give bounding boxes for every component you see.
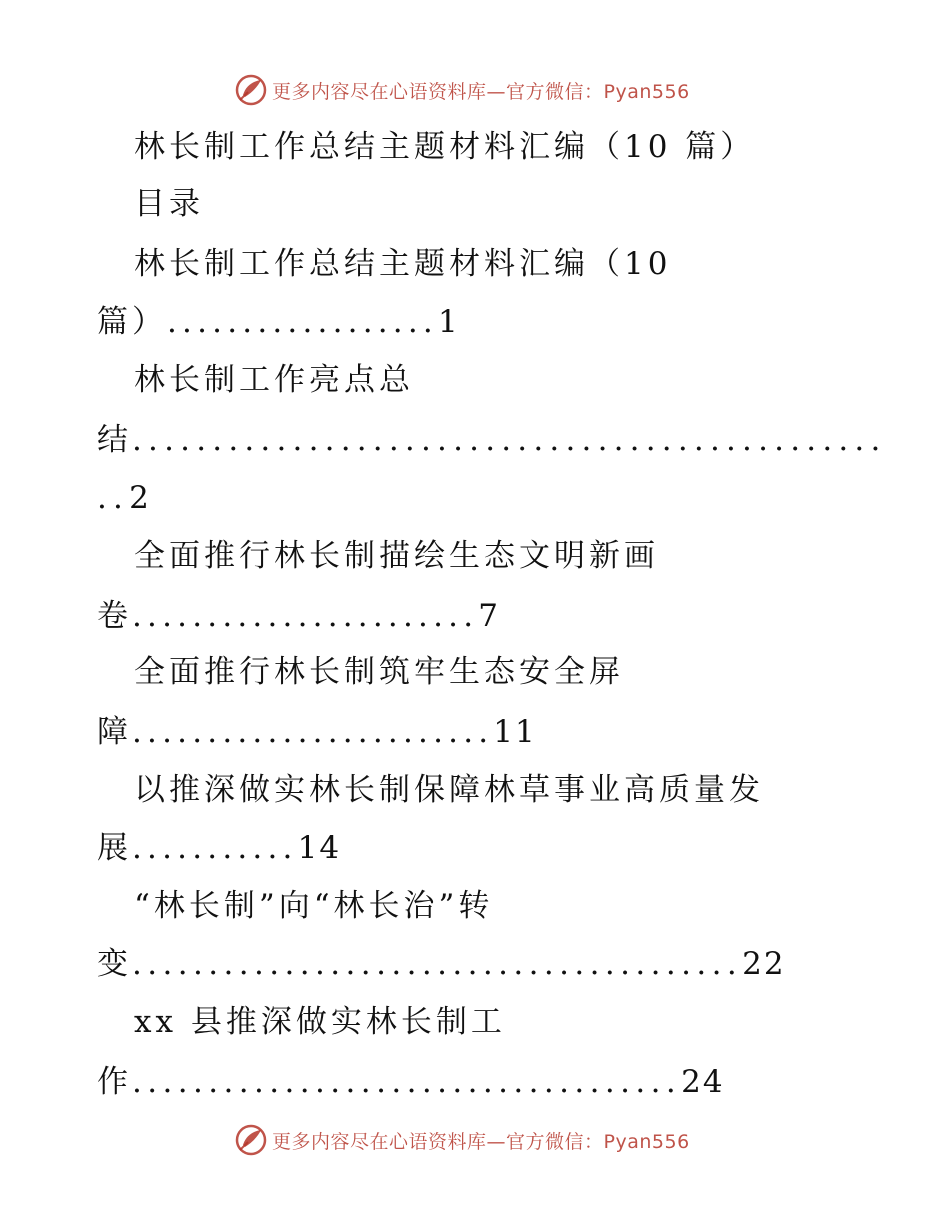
toc-entry-continuation: 篇）	[97, 304, 167, 340]
toc-entry-continuation: 作	[97, 1064, 132, 1100]
toc-dot-leader: ........................................	[132, 946, 743, 982]
toc-page-number: 22	[742, 946, 786, 982]
toc-entry-continuation: 结	[97, 422, 132, 458]
toc-entry-title: 林长制工作亮点总	[134, 362, 414, 398]
toc-entry-title: 以推深做实林长制保障林草事业高质量发	[134, 772, 764, 808]
toc-dot-leader: ..	[97, 480, 130, 516]
toc-entry-title: 全面推行林长制描绘生态文明新画	[134, 538, 659, 574]
toc-entry-continuation: 障	[97, 714, 132, 750]
toc-dot-leader: ..................	[167, 304, 438, 340]
toc-page-number: 2	[129, 480, 151, 516]
toc-entry-leader-wrap	[97, 476, 151, 520]
toc-page-number: 7	[478, 598, 500, 634]
toc-page-number: 24	[681, 1064, 725, 1100]
toc-entry-continuation: 变	[97, 946, 132, 982]
document-title: 林长制工作总结主题材料汇编（10 篇）	[134, 129, 756, 165]
watermark-banner-top	[234, 72, 690, 108]
toc-entry-leader	[97, 710, 537, 754]
toc-dot-leader: .......................	[132, 598, 479, 634]
toc-page-number: 11	[493, 714, 537, 750]
toc-page-number: 1	[437, 304, 460, 340]
toc-entry-title: “林长制”向“林长治”转	[134, 888, 494, 924]
toc-entry-leader	[97, 942, 786, 986]
toc-entry-continuation: 展	[97, 830, 132, 866]
toc-entry-title: 林长制工作总结主题材料汇编（10	[134, 246, 672, 282]
brand-logo-icon	[234, 73, 268, 107]
toc-entry-leader	[97, 300, 460, 344]
brand-logo-icon	[234, 1123, 268, 1157]
toc-heading: 目录	[134, 186, 204, 222]
watermark-text: 更多内容尽在心语资料库—官方微信：Pyan556	[272, 80, 690, 103]
toc-page-number: 14	[297, 830, 342, 866]
toc-entry-leader	[97, 826, 341, 870]
toc-dot-leader: ...........	[132, 830, 298, 866]
toc-entry-title: xx 县推深做实林长制工	[134, 1004, 506, 1040]
toc-entry-leader	[97, 594, 500, 638]
watermark-text: 更多内容尽在心语资料库—官方微信：Pyan556	[272, 1130, 690, 1153]
watermark-banner-bottom	[234, 1122, 690, 1158]
toc-dot-leader: ...............................................	[132, 422, 887, 458]
toc-dot-leader: ........................	[132, 714, 494, 750]
toc-entry-leader	[97, 418, 887, 462]
toc-dot-leader: ....................................	[132, 1064, 682, 1100]
toc-entry-leader	[97, 1060, 725, 1104]
toc-entry-continuation: 卷	[97, 598, 132, 634]
toc-entry-title: 全面推行林长制筑牢生态安全屏	[134, 654, 624, 690]
